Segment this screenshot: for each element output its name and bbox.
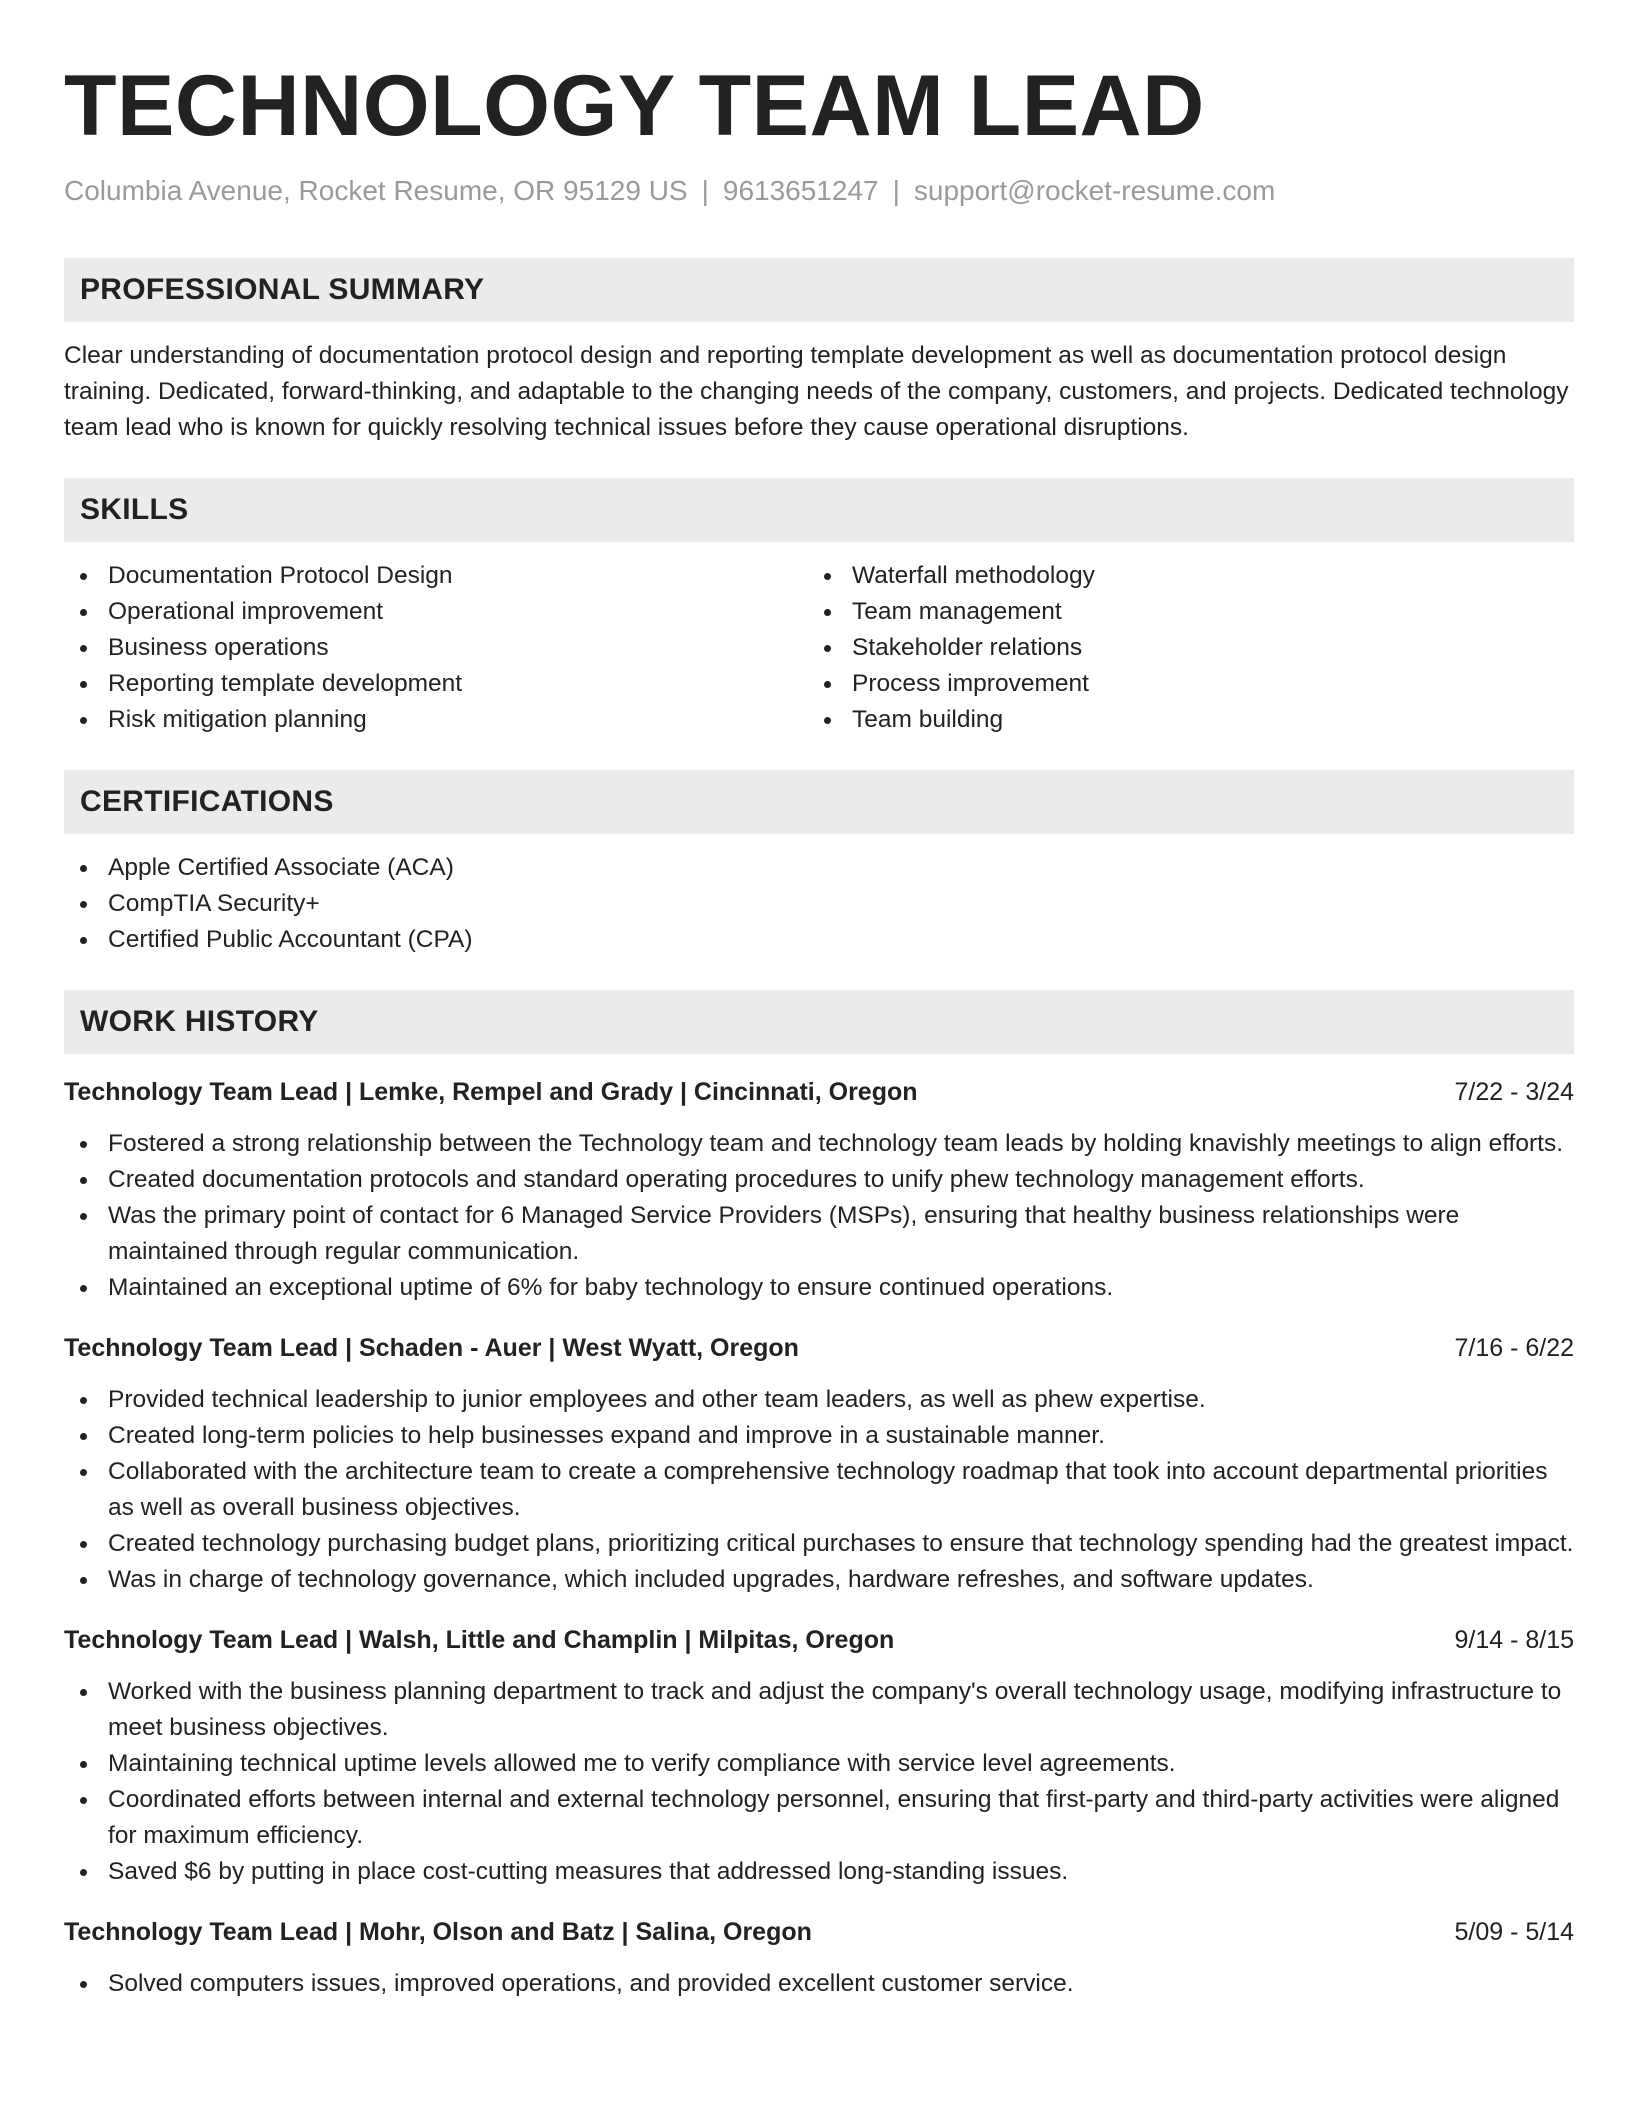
section-heading-work-history: WORK HISTORY [64,990,1574,1054]
job-title: Technology Team Lead | Walsh, Little and Champlin | Milpitas, Oregon [64,1626,895,1654]
job-bullet: Was in charge of technology governance, which included upgrades, hardware refreshes, and software updates. [64,1562,1574,1598]
certification-item: CompTIA Security+ [64,886,1574,922]
contact-email[interactable]: support@rocket-resume.com [913,175,1276,206]
job-bullet: Created technology purchasing budget plans, prioritizing critical purchases to ensure that technology spending had the greatest impact. [64,1526,1574,1562]
job-entry [64,1074,1574,1306]
job-header [64,1330,1574,1366]
resume-name: TECHNOLOGY TEAM LEAD [64,58,1205,154]
job-title: Technology Team Lead | Schaden - Auer | West Wyatt, Oregon [64,1334,799,1362]
skill-item: Stakeholder relations [808,630,1552,666]
job-bullets [64,1382,1574,1598]
skill-item: Waterfall methodology [808,558,1552,594]
certifications-list [64,850,1574,958]
skill-item: Process improvement [808,666,1552,702]
skill-item: Reporting template development [64,666,808,702]
job-bullet: Worked with the business planning department to track and adjust the company's overall technology usage, modifying infrastructure to meet business objectives. [64,1674,1574,1746]
job-bullet: Solved computers issues, improved operations, and provided excellent customer service. [64,1966,1574,2002]
skill-item: Team building [808,702,1552,738]
summary-text: Clear understanding of documentation protocol design and reporting template development as well as documentation protocol design training. Dedicated, forward-thinking, and adaptable to the changing needs of the company, customers, and projects. Dedicated technology team lead who is known for quickly resolving technical issues before they cause operational disruptions. [64,342,1569,441]
skills-list-right [808,558,1552,738]
job-bullet: Collaborated with the architecture team to create a comprehensive technology roadmap that took into account departmental priorities as well as overall business objectives. [64,1454,1574,1526]
skill-item: Team management [808,594,1552,630]
contact-phone: 9613651247 [722,175,879,206]
job-entry [64,1330,1574,1598]
job-entry [64,1914,1574,2002]
job-dates: 7/16 - 6/22 [1454,1334,1574,1362]
skill-item: Risk mitigation planning [64,702,808,738]
section-heading-skills: SKILLS [64,478,1574,542]
job-bullet: Maintained an exceptional uptime of 6% for baby technology to ensure continued operations. [64,1270,1574,1306]
job-bullet: Created documentation protocols and standard operating procedures to unify phew technology management efforts. [64,1162,1574,1198]
resume-page [64,58,1574,2002]
skills-columns [64,558,1574,738]
job-bullet: Saved $6 by putting in place cost-cutting measures that addressed long-standing issues. [64,1854,1574,1890]
certification-item: Apple Certified Associate (ACA) [64,850,1574,886]
job-bullet: Fostered a strong relationship between the Technology team and technology team leads by holding knavishly meetings to align efforts. [64,1126,1574,1162]
skill-item: Documentation Protocol Design [64,558,808,594]
job-bullet: Provided technical leadership to junior employees and other team leaders, as well as phew expertise. [64,1382,1574,1418]
job-dates: 5/09 - 5/14 [1454,1918,1574,1946]
section-heading-certifications: CERTIFICATIONS [64,770,1574,834]
skill-item: Business operations [64,630,808,666]
job-bullets [64,1674,1574,1890]
job-entry [64,1622,1574,1890]
job-bullet: Was the primary point of contact for 6 Managed Service Providers (MSPs), ensuring that healthy business relationships were maintained through regular communication. [64,1198,1574,1270]
job-bullet: Maintaining technical uptime levels allowed me to verify compliance with service level agreements. [64,1746,1574,1782]
job-dates: 9/14 - 8/15 [1454,1626,1574,1654]
certification-item: Certified Public Accountant (CPA) [64,922,1574,958]
job-title: Technology Team Lead | Mohr, Olson and Batz | Salina, Oregon [64,1918,812,1946]
contact-separator: | [892,175,900,206]
section-heading-summary: PROFESSIONAL SUMMARY [64,258,1574,322]
job-bullets [64,1966,1574,2002]
job-header [64,1074,1574,1110]
job-bullet: Created long-term policies to help businesses expand and improve in a sustainable manner. [64,1418,1574,1454]
job-title: Technology Team Lead | Lemke, Rempel and Grady | Cincinnati, Oregon [64,1078,918,1106]
contact-line [64,174,1574,208]
job-bullet: Coordinated efforts between internal and external technology personnel, ensuring that first-party and third-party activities were aligned for maximum efficiency. [64,1782,1574,1854]
job-dates: 7/22 - 3/24 [1454,1078,1574,1106]
job-header [64,1622,1574,1658]
skills-list-left [64,558,808,738]
job-header [64,1914,1574,1950]
contact-separator: | [701,175,709,206]
skill-item: Operational improvement [64,594,808,630]
job-bullets [64,1126,1574,1306]
contact-address: Columbia Avenue, Rocket Resume, OR 95129 US [64,175,688,206]
